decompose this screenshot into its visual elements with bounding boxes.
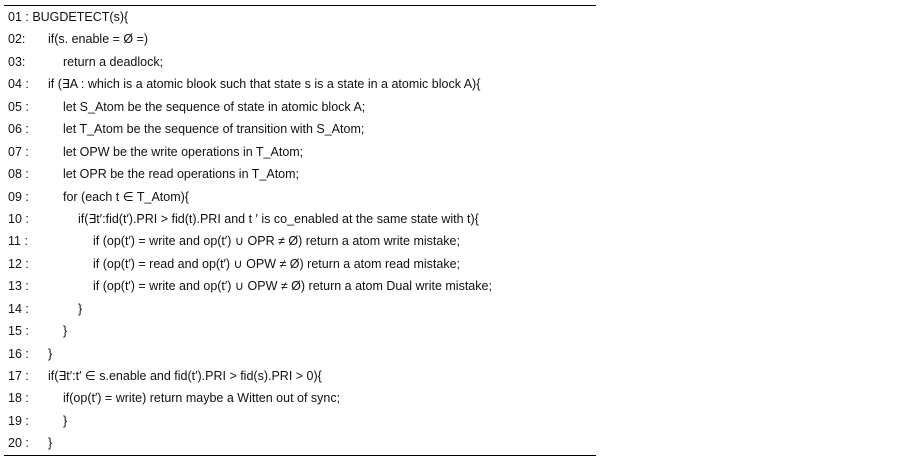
line-code: } bbox=[63, 413, 68, 428]
line-number: 11 : bbox=[8, 234, 28, 249]
algorithm-line bbox=[4, 163, 596, 185]
line-code: } bbox=[48, 436, 53, 451]
algorithm-line bbox=[4, 186, 596, 208]
algorithm-line bbox=[4, 320, 596, 342]
line-code: if(s. enable = Ø =) bbox=[48, 32, 149, 47]
line-number: 17 : bbox=[8, 369, 29, 383]
line-number: 02: bbox=[8, 32, 26, 47]
bottom-rule bbox=[4, 455, 596, 456]
line-number: 14 : bbox=[8, 301, 29, 316]
line-code: 01 : BUGDETECT(s){ bbox=[8, 10, 129, 24]
line-code: } bbox=[78, 301, 83, 316]
algorithm-line bbox=[4, 387, 596, 409]
line-code: return a deadlock; bbox=[63, 54, 164, 69]
algorithm-line bbox=[4, 410, 596, 432]
algorithm-line bbox=[4, 343, 596, 365]
algorithm-line bbox=[4, 208, 596, 230]
line-number: 15 : bbox=[8, 324, 29, 339]
line-number: 18 : bbox=[8, 391, 29, 406]
line-number: 09 : bbox=[8, 189, 29, 204]
algorithm-line bbox=[4, 230, 596, 252]
algorithm-line bbox=[4, 73, 596, 95]
algorithm-line bbox=[4, 141, 596, 163]
line-code: let T_Atom be the sequence of transition with S_Atom; bbox=[63, 122, 365, 137]
line-code: let OPW be the write operations in T_Atom; bbox=[63, 144, 304, 159]
algorithm-line bbox=[4, 253, 596, 275]
line-code: if (op(t′) = write and op(t′) ∪ OPR ≠ Ø) return a atom write mistake; bbox=[93, 234, 460, 249]
algorithm-line bbox=[4, 28, 596, 50]
line-code: if (op(t′) = read and op(t′) ∪ OPW ≠ Ø) return a atom read mistake; bbox=[93, 256, 461, 271]
line-code: if (∃A : which is a atomic blook such that state s is a state in a atomic block A){ bbox=[48, 77, 481, 92]
algorithm-line bbox=[4, 365, 596, 387]
line-number: 12 : bbox=[8, 256, 29, 271]
line-number: 05 : bbox=[8, 99, 29, 114]
line-code: let OPR be the read operations in T_Atom; bbox=[63, 167, 300, 182]
line-number: 16 : bbox=[8, 346, 29, 361]
line-code: } bbox=[63, 324, 68, 339]
line-number: 19 : bbox=[8, 413, 29, 428]
line-number: 06 : bbox=[8, 122, 29, 137]
line-code: if(op(t′) = write) return maybe a Witten out of sync; bbox=[63, 391, 341, 406]
line-code: if (op(t′) = write and op(t′) ∪ OPW ≠ Ø) return a atom Dual write mistake; bbox=[93, 279, 492, 294]
line-number: 07 : bbox=[8, 144, 29, 159]
algorithm-block bbox=[4, 0, 596, 459]
line-number: 10 : bbox=[8, 211, 29, 226]
algorithm-line bbox=[4, 432, 596, 454]
algorithm-line bbox=[4, 51, 596, 73]
algorithm-line bbox=[4, 275, 596, 297]
line-code: if(∃t′:t′ ∈ s.enable and fid(t′).PRI > fid(s).PRI > 0){ bbox=[48, 369, 322, 383]
line-code: for (each t ∈ T_Atom){ bbox=[63, 189, 189, 204]
algorithm-line bbox=[4, 6, 596, 28]
line-number: 04 : bbox=[8, 77, 29, 92]
line-number: 08 : bbox=[8, 167, 29, 182]
line-number: 03: bbox=[8, 54, 26, 69]
algorithm-line bbox=[4, 118, 596, 140]
line-code: } bbox=[48, 346, 53, 361]
line-code: let S_Atom be the sequence of state in atomic block A; bbox=[63, 99, 366, 114]
line-number: 20 : bbox=[8, 436, 29, 451]
algorithm-line bbox=[4, 96, 596, 118]
algorithm-line bbox=[4, 298, 596, 320]
algorithm-lines bbox=[4, 6, 596, 455]
line-code: if(∃t′:fid(t′).PRI > fid(t).PRI and t ′ is co_enabled at the same state with t){ bbox=[78, 211, 479, 226]
line-number: 13 : bbox=[8, 279, 29, 294]
